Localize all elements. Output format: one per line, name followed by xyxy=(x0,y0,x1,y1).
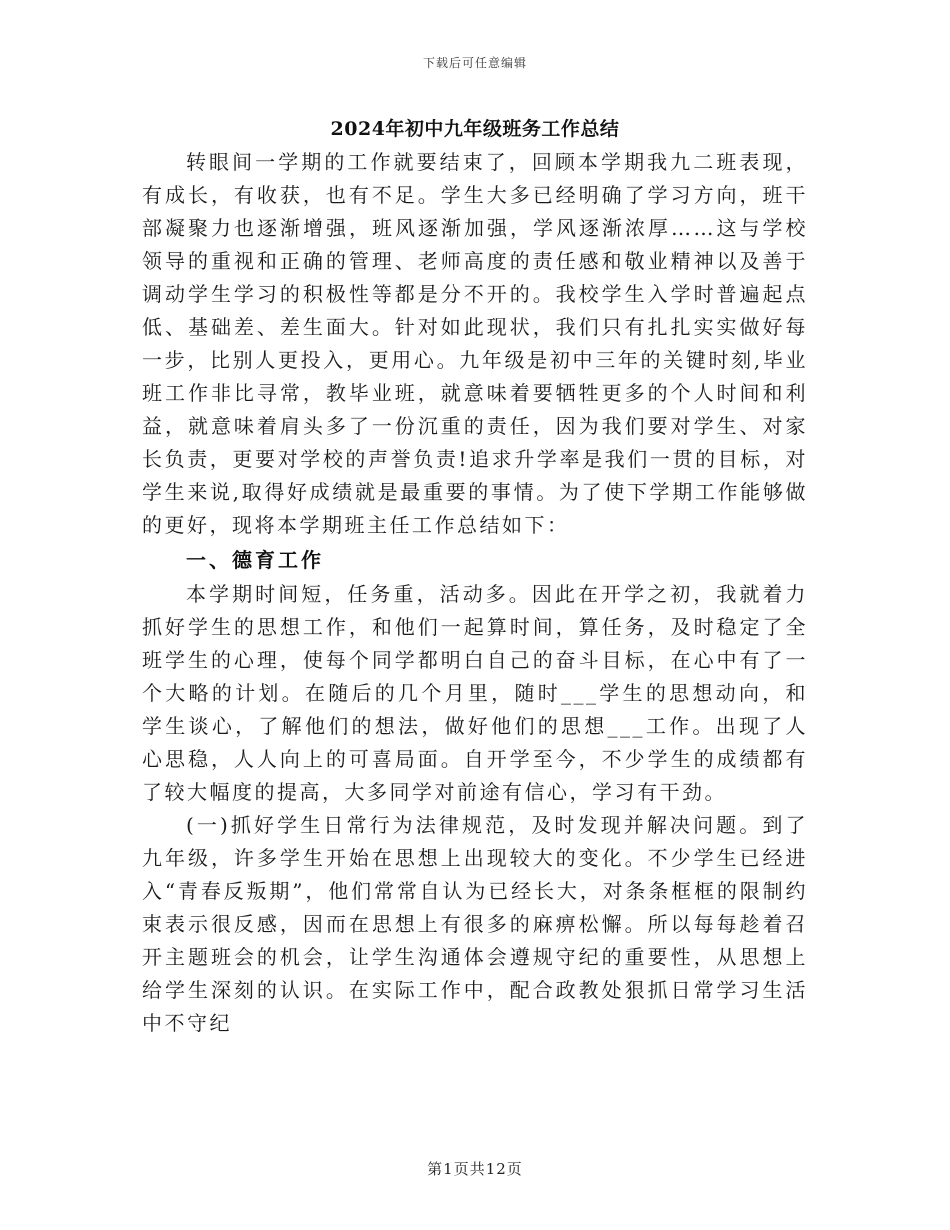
section-heading-moral-education: 一、德育工作 xyxy=(186,548,324,572)
section1-paragraph: 本学期时间短，任务重，活动多。因此在开学之初，我就着力抓好学生的思想工作，和他们一起算时间，算任务，及时稳定了全班学生的心理，使每个同学都明白自己的奋斗目标，在心中有了一个大略的计划。在随后的几个月里，随时___学生的思想动向，和学生谈心，了解他们的想法，做好他们的思想___工作。出现了人心思稳，人人向上的可喜局面。自开学至今，不少学生的成绩都有了较大幅度的提高，大多同学对前途有信心，学习有干劲。 xyxy=(142,582,808,804)
document-body xyxy=(142,146,808,1040)
document-title: 2024年初中九年级班务工作总结 xyxy=(330,118,620,140)
header-note: 下载后可任意编辑 xyxy=(422,56,527,70)
page-number: 第1页共12页 xyxy=(427,1160,523,1178)
subsection1-paragraph: (一)抓好学生日常行为法律规范，及时发现并解决问题。到了九年级，许多学生开始在思想上出现较大的变化。不少学生已经进入“青春反叛期”，他们常常自认为已经长大，对条条框框的限制约束表示很反感，因而在思想上有很多的麻痹松懈。所以每每趁着召开主题班会的机会，让学生沟通体会遵规守纪的重要性，从思想上给学生深刻的认识。在实际工作中，配合政教处狠抓日常学习生活中不守纪 xyxy=(142,813,808,1035)
intro-paragraph: 转眼间一学期的工作就要结束了，回顾本学期我九二班表现，有成长，有收获，也有不足。学生大多已经明确了学习方向，班干部凝聚力也逐渐增强，班风逐渐加强，学风逐渐浓厚……这与学校领导的重视和正确的管理、老师高度的责任感和敬业精神以及善于调动学生学习的积极性等都是分不开的。我校学生入学时普遍起点低、基础差、差生面大。针对如此现状，我们只有扎扎实实做好每一步，比别人更投入，更用心。九年级是初中三年的关键时刻,毕业班工作非比寻常，教毕业班，就意味着要牺牲更多的个人时间和利益，就意味着肩头多了一份沉重的责任，因为我们要对学生、对家长负责，更要对学校的声誉负责!追求升学率是我们一贯的目标，对学生来说,取得好成绩就是最重要的事情。为了使下学期工作能够做的更好，现将本学期班主任工作总结如下： xyxy=(142,150,808,537)
